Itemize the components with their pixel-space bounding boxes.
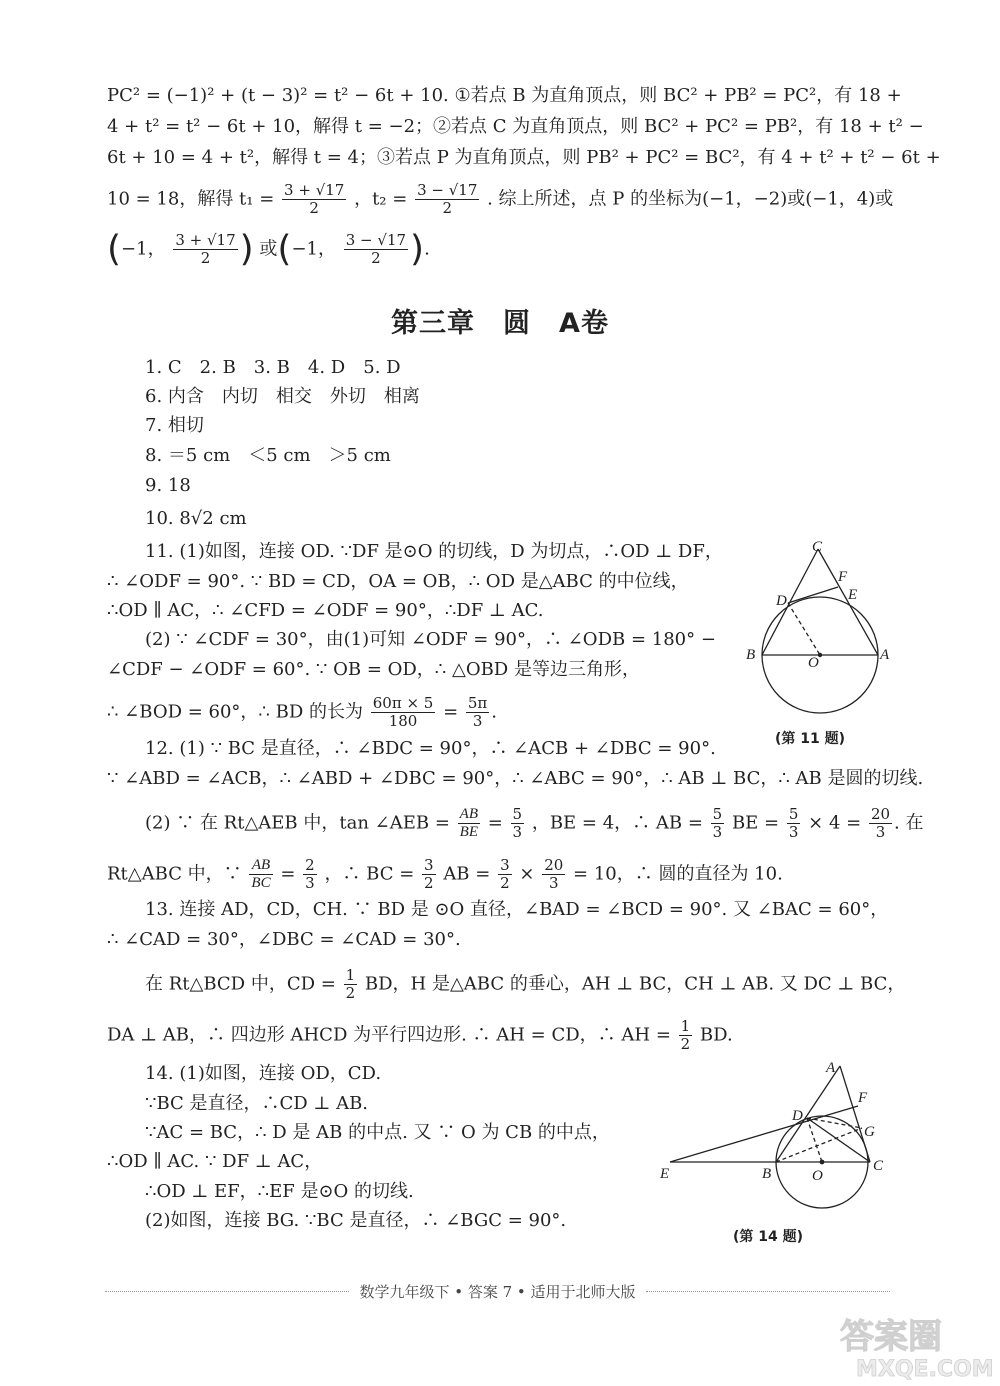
q12-line: Rt△ABC 中，∵ $\frac{AB}{BC}$ = $\frac{2}{3}$ ，∴ BC = $\frac{3}{2}$ AB = $\frac{3}{2}$ × $\frac{20}{3}$ = 10，∴ 圆的直径为 10. [107, 856, 783, 892]
text-line: (−1， $\frac{3 + √17}{2}$ ) 或(−1， $\frac{3 - √17}{2}$ ). [107, 228, 430, 270]
q13-line: 在 Rt△BCD 中，CD = $\frac{1}{2}$ BD，H 是△ABC 的垂心，AH ⊥ BC，CH ⊥ AB. 又 DC ⊥ BC， [145, 966, 906, 1002]
svg-text:答案圈: 答案圈 [840, 1317, 942, 1357]
label-E: E [848, 587, 858, 603]
figure-14 [652, 1058, 897, 1228]
answer-line: 7. 相切 [145, 415, 204, 436]
text-line: 10 = 18，解得 t₁ = $\frac{3 + √17}{2}$ ，t₂ = $\frac{3 - √17}{2}$ . 综上所述，点 P 的坐标为(−1，−2)或(−1，4)或 [107, 181, 894, 217]
label-C: C [812, 539, 823, 555]
q12-line: 12. (1) ∵ BC 是直径，∴ ∠BDC = 90°，∴ ∠ACB + ∠DBC = 90°. [145, 738, 716, 759]
watermark-logo [834, 1306, 994, 1382]
figure-11-caption: (第 11 题) [775, 731, 846, 747]
svg-text:MXQE.COM: MXQE.COM [856, 1357, 994, 1382]
q13-line: DA ⊥ AB，∴ 四边形 AHCD 为平行四边形. ∴ AH = CD，∴ AH = $\frac{1}{2}$ BD. [107, 1017, 733, 1053]
label-A: A [880, 647, 890, 663]
label-G: G [864, 1124, 875, 1140]
text-line: PC² = (−1)² + (t − 3)² = t² − 6t + 10. ①若点 B 为直角顶点，则 BC² + PB² = PC²，有 18 + [107, 85, 902, 106]
chapter-title: 第三章 圆 A卷 [391, 308, 609, 339]
q14-line: (2)如图，连接 BG. ∵BC 是直径，∴ ∠BGC = 90°. [145, 1210, 567, 1231]
label-E: E [660, 1166, 670, 1182]
q11-line: (2) ∵ ∠CDF = 30°，由(1)可知 ∠ODF = 90°，∴ ∠ODB = 180° − [145, 629, 716, 650]
q11-line: 11. (1)如图，连接 OD. ∵DF 是⊙O 的切线，D 为切点，∴OD ⊥ DF， [145, 541, 723, 562]
q13-line: 13. 连接 AD，CD，CH. ∵ BD 是 ⊙O 直径，∠BAD = ∠BCD = 90°. 又 ∠BAC = 60°， [145, 899, 889, 920]
q12-line: ∵ ∠ABD = ∠ACB，∴ ∠ABD + ∠DBC = 90°，∴ ∠ABC = 90°，∴ AB ⊥ BC，∴ AB 是圆的切线. [107, 768, 924, 789]
label-B: B [762, 1166, 772, 1182]
figure-14-caption: (第 14 题) [733, 1229, 804, 1245]
q14-line: 14. (1)如图，连接 OD，CD. [145, 1063, 382, 1084]
footer-text: 数学九年级下 • 答案 7 • 适用于北师大版 [359, 1283, 636, 1301]
text-line: 4 + t² = t² − 6t + 10，解得 t = −2；②若点 C 为直角顶点，则 BC² + PC² = PB²，有 18 + t² − [107, 116, 924, 137]
answer-line: 1. C 2. B 3. B 4. D 5. D [145, 357, 401, 378]
q11-line: ∠CDF − ∠ODF = 60°. ∵ OB = OD，∴ △OBD 是等边三角形， [107, 659, 640, 680]
label-D: D [792, 1108, 803, 1124]
q14-line: ∴OD ∥ AC. ∵ DF ⊥ AC， [107, 1151, 323, 1172]
text-line: 6t + 10 = 4 + t²，解得 t = 4；③若点 P 为直角顶点，则 PB² + PC² = BC²，有 4 + t² + t² − 6t + [107, 147, 941, 168]
q14-line: ∵BC 是直径，∴CD ⊥ AB. [145, 1093, 369, 1114]
q12-line: (2) ∵ 在 Rt△AEB 中，tan ∠AEB = $\frac{AB}{BE}$ = $\frac{5}{3}$ ，BE = 4，∴ AB = $\frac{5}{3}$ BE = $\frac{5}{3}$ × 4 = $\frac{20}{3}$ . 在 [145, 805, 924, 841]
q11-line: ∴ ∠ODF = 90°. ∵ BD = CD，OA = OB，∴ OD 是△ABC 的中位线， [107, 571, 689, 592]
answer-line: 9. 18 [145, 475, 191, 496]
label-B: B [746, 647, 756, 663]
label-C: C [873, 1158, 884, 1174]
q11-line: ∴OD ∥ AC，∴ ∠CFD = ∠ODF = 90°，∴DF ⊥ AC. [107, 600, 544, 621]
label-F: F [858, 1090, 868, 1106]
label-F: F [838, 569, 848, 585]
q13-line: ∴ ∠CAD = 30°，∠DBC = ∠CAD = 30°. [107, 929, 461, 950]
figure-11 [738, 535, 898, 735]
label-A: A [826, 1060, 836, 1076]
label-O: O [812, 1168, 823, 1184]
label-D: D [776, 593, 787, 609]
q11-line: ∴ ∠BOD = 60°，∴ BD 的长为 $\frac{60\pi \times 5}{180}$ = $\frac{5\pi}{3}$ . [107, 694, 498, 730]
answer-line: 6. 内含 内切 相交 外切 相离 [145, 386, 420, 407]
q14-line: ∵AC = BC，∴ D 是 AB 的中点. 又 ∵ O 为 CB 的中点， [145, 1122, 610, 1143]
page-footer [105, 1281, 890, 1302]
answer-line: 8. ＝5 cm ＜5 cm ＞5 cm [145, 445, 391, 466]
q14-line: ∴OD ⊥ EF，∴EF 是⊙O 的切线. [145, 1181, 414, 1202]
answer-line: 10. 8√2 cm [145, 508, 247, 529]
label-O: O [808, 655, 819, 671]
